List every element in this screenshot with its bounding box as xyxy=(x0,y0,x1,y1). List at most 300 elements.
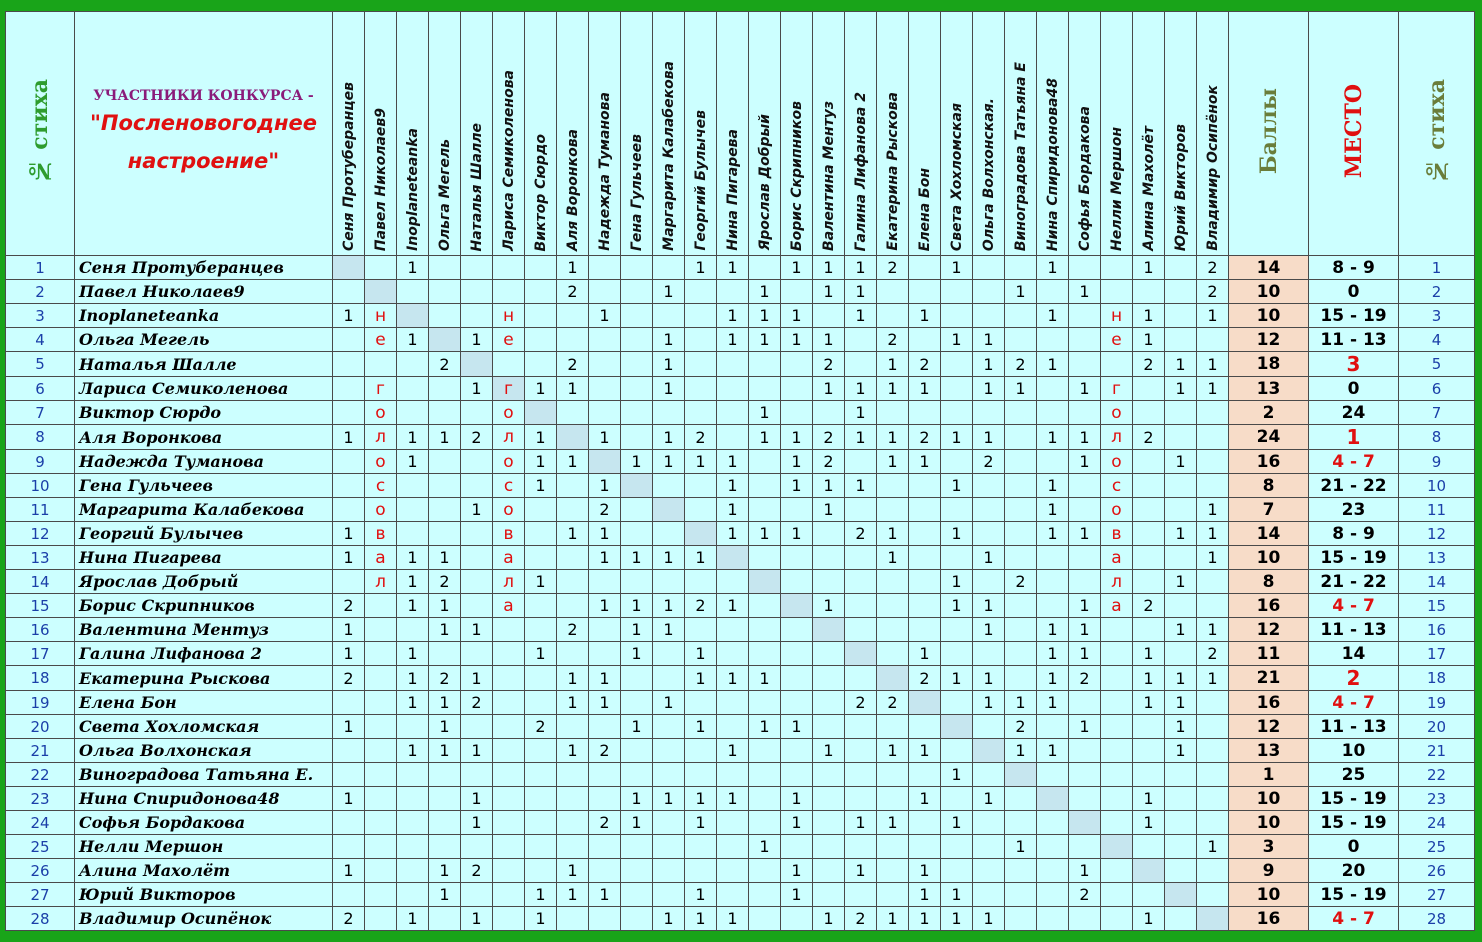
row-number: 3 xyxy=(6,304,75,328)
participant-name: Екатерина Рыскова xyxy=(75,666,333,691)
score-cell: 1 xyxy=(1165,666,1197,691)
score-cell xyxy=(941,401,973,425)
score-cell: 1 xyxy=(1069,425,1101,450)
score-cell xyxy=(557,328,589,352)
score-cell xyxy=(1037,715,1069,739)
score-cell: 1 xyxy=(1069,859,1101,883)
points-cell: 16 xyxy=(1229,691,1309,715)
score-cell xyxy=(973,715,1005,739)
score-cell: 1 xyxy=(461,328,493,352)
score-cell xyxy=(845,570,877,594)
participant-name: Георгий Булычев xyxy=(75,522,333,546)
table-row xyxy=(6,642,1475,666)
row-number-right: 9 xyxy=(1399,450,1475,474)
col-header xyxy=(365,12,397,256)
score-cell xyxy=(621,835,653,859)
score-cell: 1 xyxy=(909,739,941,763)
col-header-label: Нелли Мершон xyxy=(1108,126,1125,251)
score-cell: 1 xyxy=(589,522,621,546)
score-cell xyxy=(1101,835,1133,859)
score-cell: 1 xyxy=(525,377,557,401)
score-cell: 2 xyxy=(333,594,365,618)
score-cell xyxy=(397,835,429,859)
score-cell xyxy=(685,474,717,498)
score-cell: 2 xyxy=(589,498,621,522)
score-cell xyxy=(909,328,941,352)
place-cell: 0 xyxy=(1309,280,1399,304)
score-cell xyxy=(589,618,621,642)
score-cell xyxy=(429,522,461,546)
col-header-label: Inoplaneteanka xyxy=(404,128,421,251)
score-cell xyxy=(397,522,429,546)
score-cell xyxy=(1165,883,1197,907)
score-cell xyxy=(909,618,941,642)
score-cell: г xyxy=(365,377,397,401)
score-cell: 1 xyxy=(1165,352,1197,377)
col-header xyxy=(845,12,877,256)
score-cell xyxy=(461,546,493,570)
score-cell: 1 xyxy=(845,401,877,425)
col-header-label: Света Хохломская xyxy=(948,102,965,251)
score-cell: о xyxy=(493,401,525,425)
place-cell: 14 xyxy=(1309,642,1399,666)
row-number: 2 xyxy=(6,280,75,304)
score-cell: 1 xyxy=(557,256,589,280)
score-cell xyxy=(685,498,717,522)
score-cell xyxy=(589,835,621,859)
score-cell xyxy=(653,763,685,787)
score-cell xyxy=(1165,280,1197,304)
score-cell xyxy=(749,907,781,931)
row-number-right: 4 xyxy=(1399,328,1475,352)
col-header xyxy=(717,12,749,256)
score-cell: 1 xyxy=(973,352,1005,377)
table-row xyxy=(6,546,1475,570)
score-cell xyxy=(461,835,493,859)
score-cell xyxy=(749,691,781,715)
score-cell: 1 xyxy=(717,304,749,328)
score-cell: н xyxy=(493,304,525,328)
score-cell xyxy=(1005,450,1037,474)
score-cell xyxy=(621,691,653,715)
points-cell: 12 xyxy=(1229,715,1309,739)
col-header xyxy=(1197,12,1229,256)
col-header xyxy=(493,12,525,256)
score-cell: 1 xyxy=(557,450,589,474)
score-cell: 1 xyxy=(813,498,845,522)
score-cell xyxy=(781,666,813,691)
score-cell xyxy=(493,642,525,666)
score-cell xyxy=(525,401,557,425)
score-cell: 1 xyxy=(1197,498,1229,522)
score-cell: 1 xyxy=(685,642,717,666)
table-row xyxy=(6,594,1475,618)
score-cell xyxy=(1005,256,1037,280)
score-cell xyxy=(333,739,365,763)
score-cell: 2 xyxy=(909,666,941,691)
score-cell: 1 xyxy=(397,907,429,931)
score-cell xyxy=(557,425,589,450)
score-cell xyxy=(397,352,429,377)
score-cell xyxy=(461,522,493,546)
score-cell xyxy=(493,787,525,811)
score-cell xyxy=(429,835,461,859)
place-cell: 15 - 19 xyxy=(1309,811,1399,835)
score-cell xyxy=(621,666,653,691)
score-cell xyxy=(621,498,653,522)
score-cell: 2 xyxy=(813,450,845,474)
row-number: 25 xyxy=(6,835,75,859)
score-cell: 1 xyxy=(589,883,621,907)
score-cell: 1 xyxy=(877,907,909,931)
score-cell xyxy=(973,304,1005,328)
score-cell: 1 xyxy=(973,328,1005,352)
score-cell xyxy=(717,425,749,450)
score-cell: 1 xyxy=(845,859,877,883)
score-cell: 1 xyxy=(1037,618,1069,642)
place-cell: 1 xyxy=(1309,425,1399,450)
score-cell xyxy=(909,811,941,835)
score-cell: 1 xyxy=(749,280,781,304)
score-cell xyxy=(1101,811,1133,835)
col-header-label: Ольга Волхонская. xyxy=(980,97,997,251)
score-cell: 1 xyxy=(1133,328,1165,352)
table-row xyxy=(6,522,1475,546)
table-row xyxy=(6,425,1475,450)
score-cell xyxy=(525,835,557,859)
participant-name: Виноградова Татьяна Е. xyxy=(75,763,333,787)
score-cell xyxy=(685,691,717,715)
score-cell: 1 xyxy=(1165,450,1197,474)
score-cell xyxy=(1069,691,1101,715)
score-cell xyxy=(1069,474,1101,498)
score-cell xyxy=(365,352,397,377)
score-cell xyxy=(333,763,365,787)
score-cell xyxy=(365,666,397,691)
score-cell: в xyxy=(1101,522,1133,546)
score-cell: 1 xyxy=(781,522,813,546)
score-cell xyxy=(653,666,685,691)
score-cell xyxy=(1037,835,1069,859)
score-cell: 1 xyxy=(749,425,781,450)
score-cell xyxy=(1005,787,1037,811)
score-cell: 1 xyxy=(397,450,429,474)
score-cell xyxy=(525,666,557,691)
score-cell: 2 xyxy=(845,691,877,715)
col-header xyxy=(429,12,461,256)
score-cell xyxy=(1101,642,1133,666)
score-cell xyxy=(1037,328,1069,352)
score-cell: 1 xyxy=(461,618,493,642)
score-cell xyxy=(589,401,621,425)
score-cell xyxy=(333,883,365,907)
score-cell xyxy=(909,715,941,739)
score-cell xyxy=(493,280,525,304)
score-cell xyxy=(717,280,749,304)
score-cell xyxy=(525,352,557,377)
score-cell: 2 xyxy=(525,715,557,739)
score-cell: 1 xyxy=(557,666,589,691)
score-cell xyxy=(365,715,397,739)
table-row xyxy=(6,377,1475,401)
score-cell: г xyxy=(493,377,525,401)
score-cell xyxy=(1005,304,1037,328)
score-cell: 1 xyxy=(749,401,781,425)
score-cell xyxy=(781,691,813,715)
participant-name: Нелли Мершон xyxy=(75,835,333,859)
score-cell xyxy=(461,280,493,304)
score-cell xyxy=(493,739,525,763)
score-cell xyxy=(877,763,909,787)
score-cell: 2 xyxy=(557,352,589,377)
table-row xyxy=(6,352,1475,377)
col-header-label: Елена Бон xyxy=(916,167,933,251)
score-cell xyxy=(1005,498,1037,522)
score-cell xyxy=(877,859,909,883)
score-cell: 1 xyxy=(333,618,365,642)
score-cell xyxy=(1197,474,1229,498)
score-cell xyxy=(621,328,653,352)
score-cell: 1 xyxy=(941,256,973,280)
score-cell: 1 xyxy=(429,546,461,570)
score-cell: 2 xyxy=(1197,256,1229,280)
score-cell xyxy=(1037,811,1069,835)
score-cell xyxy=(845,450,877,474)
place-cell: 8 - 9 xyxy=(1309,522,1399,546)
score-cell xyxy=(1005,907,1037,931)
score-cell: 1 xyxy=(1197,835,1229,859)
score-cell xyxy=(781,739,813,763)
score-cell xyxy=(365,739,397,763)
score-cell: 1 xyxy=(781,256,813,280)
row-number-right: 22 xyxy=(1399,763,1475,787)
score-cell xyxy=(525,256,557,280)
score-cell: 1 xyxy=(1133,907,1165,931)
score-cell xyxy=(973,642,1005,666)
score-cell xyxy=(653,474,685,498)
score-cell xyxy=(493,883,525,907)
score-cell: 1 xyxy=(621,787,653,811)
score-cell: 1 xyxy=(1005,280,1037,304)
score-cell: 1 xyxy=(1037,498,1069,522)
score-cell xyxy=(525,811,557,835)
score-cell: 1 xyxy=(653,618,685,642)
score-cell xyxy=(525,304,557,328)
score-cell xyxy=(397,715,429,739)
row-number-right: 11 xyxy=(1399,498,1475,522)
row-number: 14 xyxy=(6,570,75,594)
score-cell xyxy=(365,618,397,642)
score-cell xyxy=(333,401,365,425)
table-row xyxy=(6,498,1475,522)
score-cell: 1 xyxy=(973,377,1005,401)
score-cell: 1 xyxy=(909,883,941,907)
row-number: 23 xyxy=(6,787,75,811)
score-cell xyxy=(1197,811,1229,835)
score-cell: 1 xyxy=(909,859,941,883)
score-cell: л xyxy=(1101,425,1133,450)
score-cell: 2 xyxy=(685,425,717,450)
score-cell xyxy=(781,763,813,787)
score-cell xyxy=(429,377,461,401)
score-cell xyxy=(589,280,621,304)
col-header xyxy=(461,12,493,256)
score-cell xyxy=(1005,763,1037,787)
row-number-right: 5 xyxy=(1399,352,1475,377)
score-cell: 1 xyxy=(941,570,973,594)
score-cell xyxy=(621,256,653,280)
row-number: 12 xyxy=(6,522,75,546)
score-cell: 1 xyxy=(781,328,813,352)
col-header xyxy=(1069,12,1101,256)
score-cell xyxy=(717,642,749,666)
participant-name: Галина Лифанова 2 xyxy=(75,642,333,666)
score-cell: 1 xyxy=(685,256,717,280)
row-number: 10 xyxy=(6,474,75,498)
score-cell xyxy=(781,907,813,931)
place-cell: 4 - 7 xyxy=(1309,450,1399,474)
points-cell: 10 xyxy=(1229,280,1309,304)
score-cell: с xyxy=(365,474,397,498)
points-cell: 2 xyxy=(1229,401,1309,425)
score-cell xyxy=(1197,739,1229,763)
place-cell: 8 - 9 xyxy=(1309,256,1399,280)
score-cell xyxy=(717,401,749,425)
row-number-right: 25 xyxy=(1399,835,1475,859)
score-cell xyxy=(749,570,781,594)
score-cell xyxy=(525,618,557,642)
score-cell xyxy=(333,570,365,594)
score-cell: 2 xyxy=(1069,666,1101,691)
col-header xyxy=(685,12,717,256)
score-cell xyxy=(909,474,941,498)
score-cell xyxy=(557,498,589,522)
score-cell: 1 xyxy=(333,304,365,328)
score-cell xyxy=(1165,328,1197,352)
score-cell xyxy=(525,280,557,304)
score-cell xyxy=(909,691,941,715)
score-cell: 1 xyxy=(941,328,973,352)
score-cell xyxy=(493,811,525,835)
score-cell: 1 xyxy=(1197,377,1229,401)
score-cell: 1 xyxy=(557,691,589,715)
score-cell: 2 xyxy=(589,739,621,763)
score-cell xyxy=(877,787,909,811)
header-num-right-cell xyxy=(1399,12,1475,256)
score-cell xyxy=(333,280,365,304)
score-cell xyxy=(941,546,973,570)
col-header-label: Ольга Мегель xyxy=(436,139,453,251)
score-cell xyxy=(557,907,589,931)
score-cell xyxy=(813,859,845,883)
score-cell: 1 xyxy=(1133,811,1165,835)
score-cell xyxy=(461,570,493,594)
results-table xyxy=(5,11,1475,931)
score-cell xyxy=(653,883,685,907)
score-cell: 2 xyxy=(429,666,461,691)
col-header xyxy=(557,12,589,256)
score-cell xyxy=(1101,666,1133,691)
row-number-right: 19 xyxy=(1399,691,1475,715)
score-cell: 1 xyxy=(653,425,685,450)
score-cell xyxy=(1005,859,1037,883)
score-cell xyxy=(365,763,397,787)
score-cell: 1 xyxy=(1165,570,1197,594)
score-cell xyxy=(1165,763,1197,787)
score-cell xyxy=(845,352,877,377)
score-cell xyxy=(397,883,429,907)
score-cell xyxy=(525,787,557,811)
points-cell: 8 xyxy=(1229,570,1309,594)
score-cell: 1 xyxy=(781,859,813,883)
points-cell: 12 xyxy=(1229,618,1309,642)
score-cell: 1 xyxy=(685,883,717,907)
table-row xyxy=(6,739,1475,763)
row-number-right: 26 xyxy=(1399,859,1475,883)
table-row xyxy=(6,280,1475,304)
score-cell: 1 xyxy=(429,618,461,642)
score-cell xyxy=(653,570,685,594)
score-cell xyxy=(973,256,1005,280)
score-cell xyxy=(717,859,749,883)
score-cell: 1 xyxy=(717,594,749,618)
points-cell: 10 xyxy=(1229,883,1309,907)
score-cell: 1 xyxy=(845,256,877,280)
score-cell xyxy=(397,474,429,498)
score-cell: 1 xyxy=(813,474,845,498)
score-cell: 1 xyxy=(589,666,621,691)
score-cell: 1 xyxy=(525,642,557,666)
score-cell: 1 xyxy=(429,715,461,739)
score-cell xyxy=(685,522,717,546)
score-cell: 1 xyxy=(1037,425,1069,450)
score-cell: 1 xyxy=(653,594,685,618)
score-cell: 1 xyxy=(653,907,685,931)
score-cell xyxy=(813,304,845,328)
participant-name: Лариса Семиколенова xyxy=(75,377,333,401)
row-number-right: 15 xyxy=(1399,594,1475,618)
score-cell xyxy=(941,642,973,666)
score-cell xyxy=(909,522,941,546)
score-cell xyxy=(493,907,525,931)
score-cell xyxy=(589,763,621,787)
score-cell xyxy=(653,811,685,835)
score-cell: 1 xyxy=(685,811,717,835)
score-cell xyxy=(525,739,557,763)
score-cell xyxy=(749,883,781,907)
row-number: 19 xyxy=(6,691,75,715)
score-cell: 1 xyxy=(973,666,1005,691)
score-cell xyxy=(1133,498,1165,522)
score-cell xyxy=(429,811,461,835)
score-cell xyxy=(941,835,973,859)
place-cell: 11 - 13 xyxy=(1309,328,1399,352)
score-cell: 1 xyxy=(1005,835,1037,859)
score-cell: 1 xyxy=(589,425,621,450)
score-cell xyxy=(557,835,589,859)
score-cell xyxy=(621,474,653,498)
score-cell xyxy=(685,328,717,352)
participant-name: Нина Спиридонова48 xyxy=(75,787,333,811)
col-header-label: Екатерина Рыскова xyxy=(884,92,901,251)
score-cell xyxy=(525,691,557,715)
score-cell: е xyxy=(365,328,397,352)
score-cell xyxy=(813,883,845,907)
score-cell: 2 xyxy=(1197,642,1229,666)
score-cell xyxy=(653,304,685,328)
points-cell: 10 xyxy=(1229,304,1309,328)
score-cell xyxy=(1133,715,1165,739)
